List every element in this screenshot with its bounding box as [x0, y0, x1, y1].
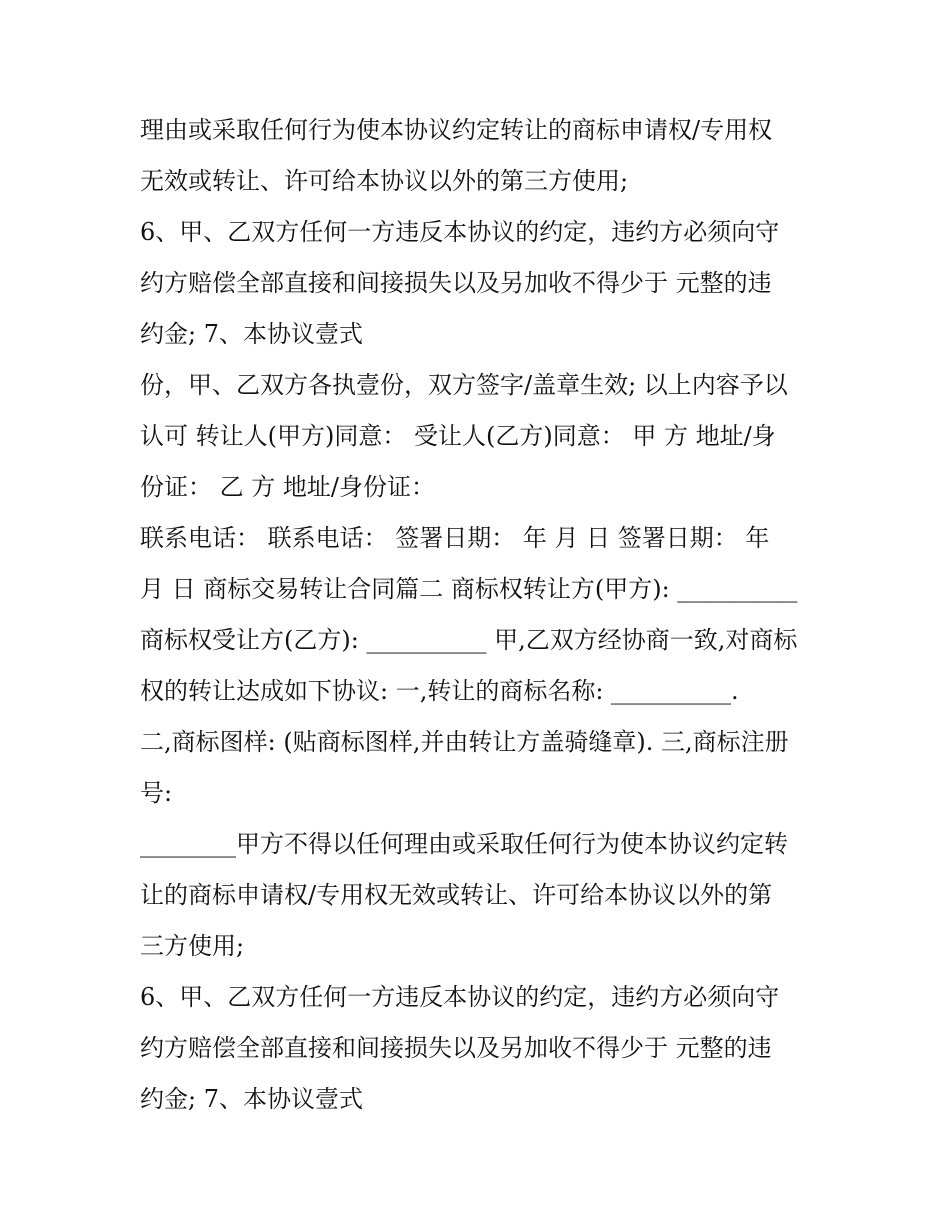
text-line: ________甲方不得以任何理由或采取任何行为使本协议约定转: [140, 830, 788, 858]
text-line: 联系电话： 联系电话： 签署日期： 年 月 日 签署日期： 年: [140, 524, 770, 552]
text-line: 份，甲、乙双方各执壹份，双方签字/盖章生效; 以上内容予以: [140, 371, 788, 399]
text-line: 权的转让达成如下协议: 一,转让的商标名称: __________.: [140, 677, 739, 705]
text-line: 让的商标申请权/专用权无效或转让、许可给本协议以外的第: [140, 881, 773, 909]
text-line: 三方使用;: [140, 932, 245, 960]
document-body: [140, 105, 820, 1125]
text-line: 约方赔偿全部直接和间接损失以及另加收不得少于 元整的违: [140, 269, 772, 297]
text-line: 6、甲、乙双方任何一方违反本协议的约定，违约方必须向守: [140, 983, 780, 1011]
text-line: 号:: [140, 779, 173, 807]
text-line: 商标权受让方(乙方): __________ 甲,乙双方经协商一致,对商标: [140, 626, 798, 654]
text-line: 6、甲、乙双方任何一方违反本协议的约定，违约方必须向守: [140, 218, 780, 246]
text-line: 份证： 乙 方 地址/身份证：: [140, 473, 435, 501]
text-line: 约金; 7、本协议壹式: [140, 1085, 363, 1113]
text-line: 无效或转让、许可给本协议以外的第三方使用;: [140, 167, 629, 195]
text-line: 二,商标图样: (贴商标图样,并由转让方盖骑缝章). 三,商标注册: [140, 728, 789, 756]
text-line: 月 日 商标交易转让合同篇二 商标权转让方(甲方): __________: [140, 575, 798, 603]
text-line: 理由或采取任何行为使本协议约定转让的商标申请权/专用权: [140, 116, 773, 144]
text-line: 认可 转让人(甲方)同意： 受让人(乙方)同意： 甲 方 地址/身: [140, 422, 776, 450]
text-line: 约方赔偿全部直接和间接损失以及另加收不得少于 元整的违: [140, 1034, 772, 1062]
text-line: 约金; 7、本协议壹式: [140, 320, 363, 348]
